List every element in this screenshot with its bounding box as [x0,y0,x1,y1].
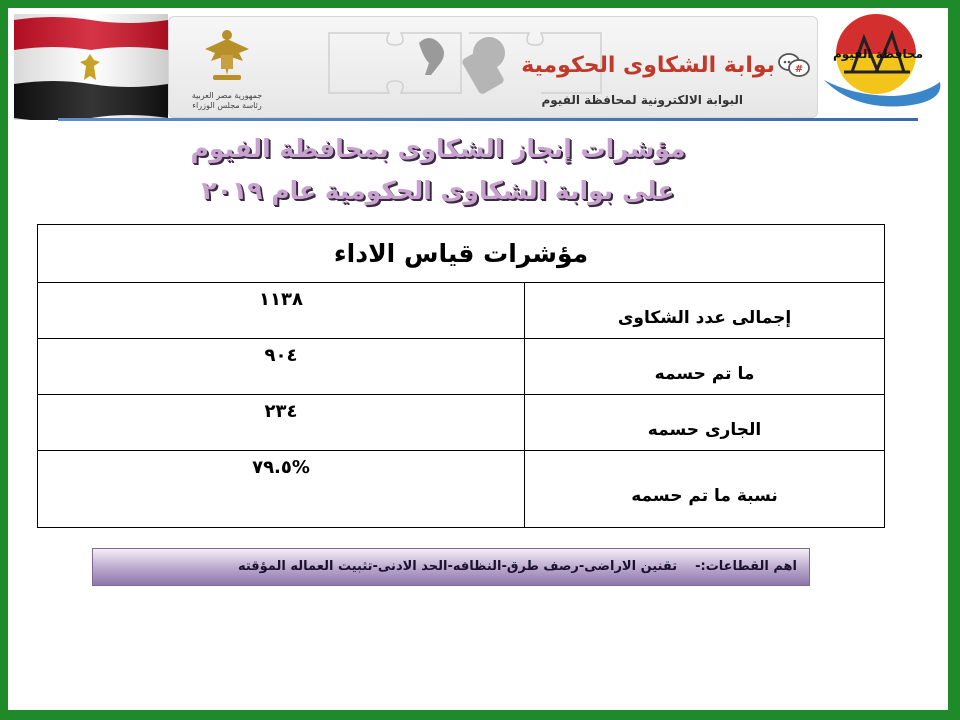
emblem-caption-line1: جمهورية مصر العربية [191,91,263,100]
kpi-table-header: مؤشرات قياس الاداء [38,225,885,283]
emblem-caption-line2: رئاسة مجلس الوزراء [192,101,262,110]
portal-banner [168,16,818,118]
key-sectors-label: اهم القطاعات:- [695,559,797,574]
table-row [38,339,885,395]
slide [8,8,948,710]
row-label-in-progress: الجارى حسمه [525,395,885,451]
title-line-1: مؤشرات إنجاز الشكاوى بمحافظة الفيوم [190,134,686,163]
table-row [38,451,885,528]
row-value-total: ١١٣٨ [38,283,525,339]
row-value-in-progress: ٢٣٤ [38,395,525,451]
eagle-emblem-icon [199,27,255,87]
svg-text:#: # [794,64,804,75]
table-row [38,283,885,339]
header-divider [58,118,918,121]
chat-bubbles-icon [777,49,811,83]
portal-title: بوابة الشكاوى الحكومية [521,53,775,78]
fayoum-logo-icon [814,10,944,118]
kpi-table [37,224,885,528]
key-sectors-bar [92,548,810,586]
portal-subtitle: البوابة الالكترونية لمحافظة الفيوم [541,93,743,107]
title-line-2: على بوابة الشكاوى الحكومية عام ٢٠١٩ [201,176,675,205]
logo-text: محافظة الفيوم [832,47,924,61]
row-label-total: إجمالى عدد الشكاوى [525,283,885,339]
table-row [38,395,885,451]
kpi-table-header-row [38,225,885,283]
key-sectors-value: تقنين الاراضى-رصف طرق-النظافه-الحد الادنى-تثبيت العماله المؤقته [237,559,678,574]
row-value-resolved-percent: %٧٩.٥ [38,451,525,528]
emblem-caption [177,91,277,111]
row-label-resolved-percent: نسبة ما تم حسمه [525,451,885,528]
egypt-flag-icon [14,14,168,120]
row-label-resolved: ما تم حسمه [525,339,885,395]
row-value-resolved: ٩٠٤ [38,339,525,395]
